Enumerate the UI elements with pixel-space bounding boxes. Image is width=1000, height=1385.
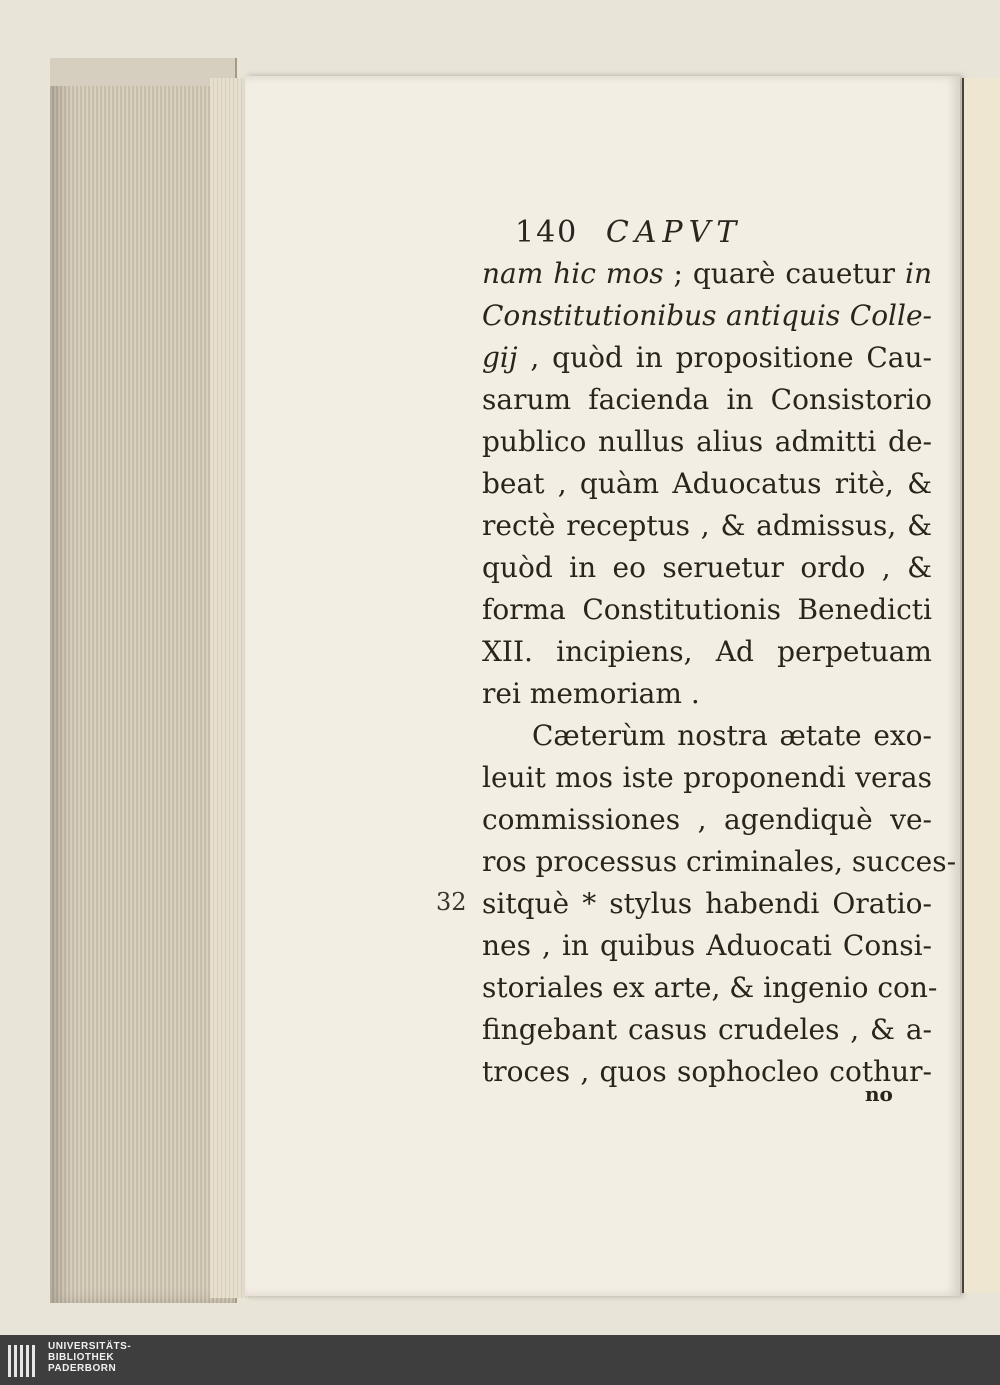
library-name-line3: PADERBORN (48, 1363, 117, 1374)
text-line: leuit mos iste proponendi veras (482, 761, 932, 794)
running-head (515, 215, 742, 250)
text-line: storiales ex arte, & ingenio con- (482, 971, 938, 1004)
page-number: 140 (515, 215, 579, 250)
text-line: gij , quòd in propositione Cau- (482, 341, 932, 374)
text-line: commissiones , agendiquè ve- (482, 803, 932, 836)
text-line: Constitutionibus antiquis Colle- (482, 299, 932, 332)
library-name-line2: BIBLIOTHEK (48, 1352, 115, 1363)
text-line: beat , quàm Aduocatus ritè, & (482, 467, 932, 500)
text-line: Cæterùm nostra ætate exo- (532, 719, 932, 752)
text-line: nes , in quibus Aduocati Consi- (482, 929, 932, 962)
page-stack-top (50, 58, 235, 86)
gutter (210, 78, 250, 1298)
library-logo-icon (8, 1345, 40, 1377)
catchword: no (865, 1082, 893, 1106)
text-line: quòd in eo seruetur ordo , & (482, 551, 932, 584)
library-name-line1: UNIVERSITÄTS- (48, 1341, 132, 1352)
page-body-text (482, 253, 957, 1093)
facing-page-edge (962, 78, 1000, 1293)
text-line: sitquè * stylus habendi Oratio- (482, 887, 932, 920)
margin-note: 32 (436, 888, 467, 916)
text-line: nam hic mos ; quarè cauetur in (482, 257, 932, 290)
text-line: sarum facienda in Consistorio (482, 383, 932, 416)
text-line: troces , quos sophocleo cothur- (482, 1055, 932, 1088)
text-line: rei memoriam . (482, 677, 700, 710)
text-line: rectè receptus , & admissus, & (482, 509, 932, 542)
library-footer (0, 1335, 1000, 1385)
text-line: fingebant casus crudeles , & a- (482, 1013, 932, 1046)
library-name (48, 1341, 131, 1374)
page-stack (50, 58, 237, 1303)
text-line: ros processus criminales, succes- (482, 845, 957, 878)
chapter-heading: CAPVT (605, 215, 743, 250)
text-line: forma Constitutionis Benedicti (482, 593, 932, 626)
text-line: XII. incipiens, Ad perpetuam (482, 635, 932, 668)
text-line: publico nullus alius admitti de- (482, 425, 932, 458)
